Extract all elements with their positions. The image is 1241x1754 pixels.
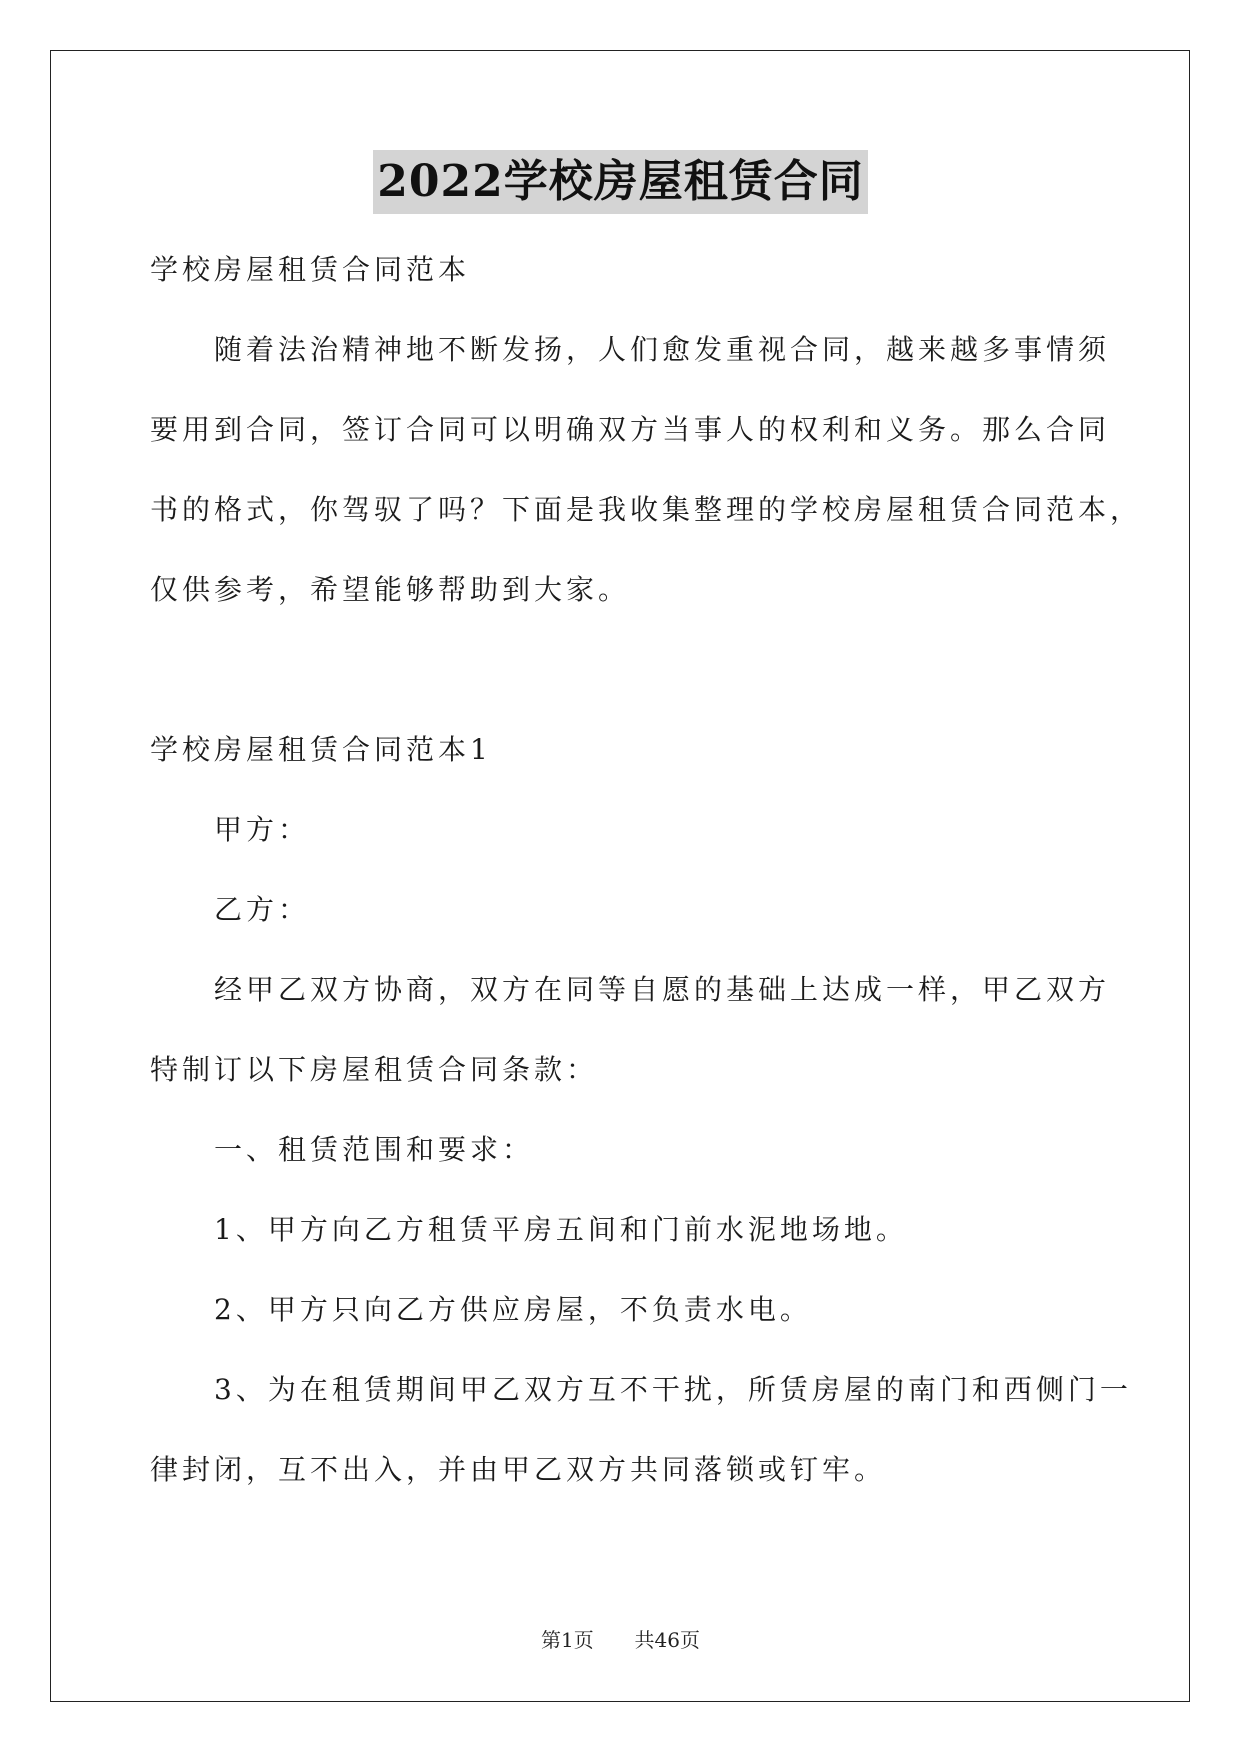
party-b-line: 乙方： [214, 893, 311, 926]
clause-item: 1、甲方向乙方租赁平房五间和门前水泥地场地。 [214, 1213, 908, 1246]
page-number: 第1页 [541, 1628, 594, 1652]
page-footer [0, 1624, 1241, 1653]
blank-line [150, 630, 1110, 710]
document-body [150, 230, 1143, 1510]
paragraph-line: 要用到合同，签订合同可以明确双方当事人的权利和义务。那么合同 [150, 413, 1111, 446]
clause-item: 3、为在租赁期间甲乙双方互不干扰，所赁房屋的南门和西侧门一 [214, 1373, 1132, 1406]
page-total: 共46页 [634, 1628, 700, 1652]
paragraph-line: 书的格式，你驾驭了吗？下面是我收集整理的学校房屋租赁合同范本， [150, 493, 1143, 526]
party-a-line: 甲方： [214, 813, 311, 846]
document-title: 2022学校房屋租赁合同 [373, 150, 867, 214]
clause-item: 律封闭，互不出入，并由甲乙双方共同落锁或钉牢。 [150, 1453, 887, 1486]
clause-item: 2、甲方只向乙方供应房屋，不负责水电。 [214, 1293, 812, 1326]
title-container [0, 150, 1241, 214]
paragraph-line: 经甲乙双方协商，双方在同等自愿的基础上达成一样，甲乙双方 [214, 973, 1111, 1006]
paragraph-line: 特制订以下房屋租赁合同条款： [150, 1053, 599, 1086]
paragraph-line: 随着法治精神地不断发扬，人们愈发重视合同，越来越多事情须 [214, 333, 1111, 366]
clause-heading: 一、租赁范围和要求： [214, 1133, 535, 1166]
paragraph-line: 仅供参考，希望能够帮助到大家。 [150, 573, 631, 606]
section-heading: 学校房屋租赁合同范本 [150, 253, 471, 286]
section-heading: 学校房屋租赁合同范本1 [150, 733, 492, 766]
